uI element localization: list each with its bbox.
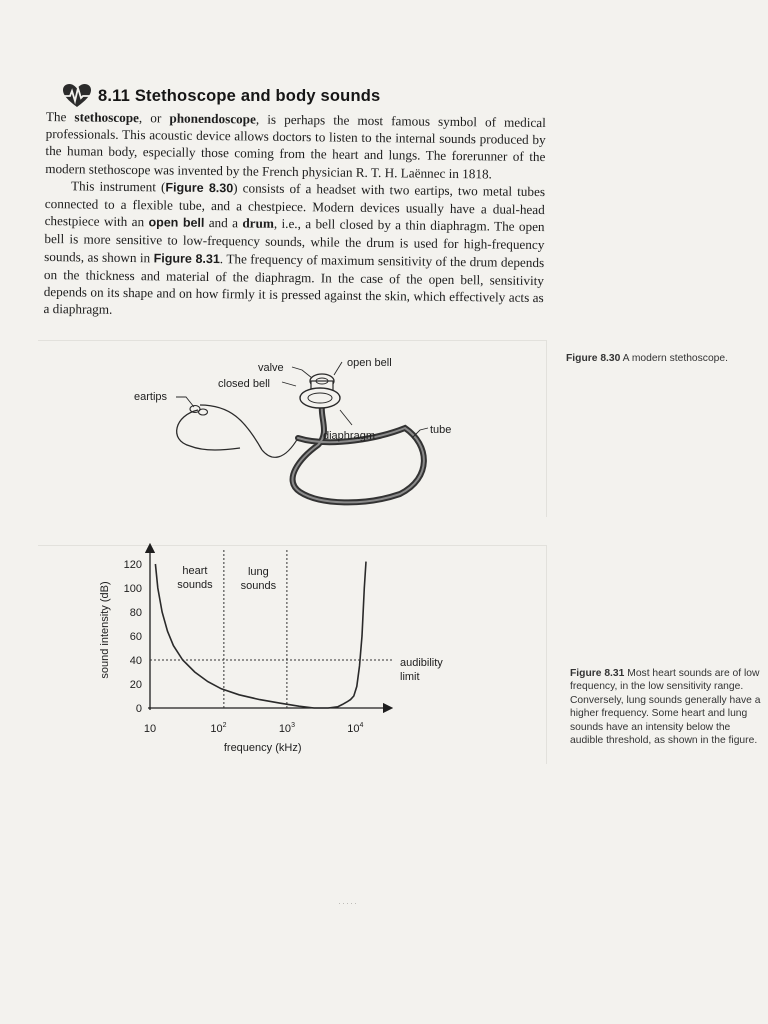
scan-smudge: ····· xyxy=(338,898,358,908)
label-valve: valve xyxy=(258,362,284,374)
label-closed-bell: closed bell xyxy=(218,378,270,390)
annotation-heart-sounds-line2: sounds xyxy=(177,579,213,591)
paragraph-1: The stethoscope, or phonendoscope, is perhaps the most famous symbol of medical professionals. This acoustic device allows doctors to listen to the internal sounds produced by the human body, especially those coming from the heart and lungs. The forerunner of the modern stethoscope was invented by the French physician R. T. H. Laënnec in 1818. xyxy=(45,108,546,182)
y-tick-label: 20 xyxy=(129,679,142,691)
annotation-lung-sounds-line1: lung xyxy=(247,566,269,578)
annotation-lung-sounds-line2: sounds xyxy=(240,580,277,592)
paragraph-2: This instrument (Figure 8.30) consists of a headset with two eartips, two metal tubes connected to a flexible tube, and a chestpiece. Modern devices usually have a dual-head chestpiece with an open bell and a drum, i.e., a bell closed by a thin diaphragm. The open bell is more sensitive to low-frequency sounds, while the drum is used for high-frequency sounds, as shown in Figure 8.31. The frequency of maximum sensitivity of the drum depends on the thickness and material of the diaphragm. In the case of the open bell, sensitivity depends on its shape and on how firmly it is pressed against the skin, which effectively acts as a diaphragm. xyxy=(43,178,546,318)
annotation-audibility-limit-line1: audibility xyxy=(400,657,443,669)
label-tube: tube xyxy=(430,424,452,436)
term-stethoscope: stethoscope xyxy=(74,109,140,126)
term-open-bell: open bell xyxy=(148,215,205,231)
annotation-audibility-limit-line2: limit xyxy=(400,671,420,683)
label-eartips: eartips xyxy=(134,391,168,403)
y-tick-label: 40 xyxy=(129,655,142,667)
term-drum: drum xyxy=(242,215,274,232)
section-number: 8.11 xyxy=(98,86,131,105)
y-tick-label: 80 xyxy=(129,607,142,619)
x-tick-label: $10^3$ xyxy=(278,722,295,735)
y-tick-label: 60 xyxy=(129,631,142,643)
x-tick-label: $10^4$ xyxy=(347,722,364,735)
figure-ref-831: Figure 8.31 xyxy=(153,250,220,266)
y-tick-label: 100 xyxy=(123,583,142,595)
caption-830-label: Figure 8.30 xyxy=(566,353,621,364)
y-axis-label: sound intensity (dB) xyxy=(99,581,111,679)
label-open-bell: open bell xyxy=(347,357,392,369)
section-title: Stethoscope and body sounds xyxy=(134,86,381,105)
y-tick-label: 0 xyxy=(135,703,142,715)
label-diaphragm: diaphragm xyxy=(323,430,375,442)
figure-831-caption xyxy=(570,667,762,747)
x-tick-label: $10^2$ xyxy=(210,722,227,735)
annotation-heart-sounds-line1: heart xyxy=(182,565,208,577)
figure-ref-830: Figure 8.30 xyxy=(165,180,234,196)
x-axis-label: frequency (kHz) xyxy=(223,742,302,754)
caption-831-label: Figure 8.31 xyxy=(570,668,625,679)
term-phonendoscope: phonendoscope xyxy=(169,110,256,127)
y-tick-label: 120 xyxy=(123,559,142,571)
caption-831-text: Most heart sounds are of low frequency, in the low sensitivity range. Conversely, lung sounds generally have a higher frequency. Some heart and lung sounds have an intensity below the audible threshold, as shown in the figure. xyxy=(570,668,761,747)
x-tick-label: 10 xyxy=(143,723,157,735)
caption-830-text: A modern stethoscope. xyxy=(620,353,728,364)
